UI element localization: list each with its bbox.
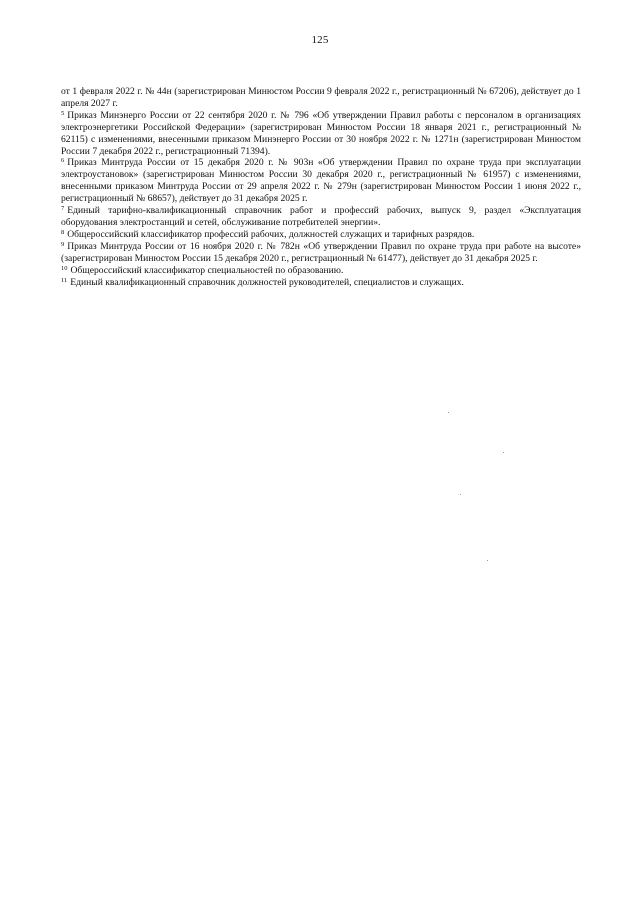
page-number: 125 — [311, 34, 329, 46]
scan-speck — [487, 560, 488, 561]
footnote-marker: 10 — [61, 264, 68, 272]
footnote-10 — [61, 265, 581, 277]
footnote-marker: 8 — [61, 228, 65, 236]
footnote-continuation — [61, 86, 581, 110]
footnote-6 — [61, 157, 581, 205]
footnote-text: Приказ Минтруда России от 15 декабря 2020 г. № 903н «Об утверждении Правил по охране труда при эксплуатации электроустановок» (зарегистрирован Минюстом России 30 декабря 2020 г., регистрационный № 61957) с изменениями, внесенными приказом Минтруда России от 29 апреля 2022 г. № 279н (зарегистрирован Минюстом России 1 июня 2022 г., регистрационный № 68657), действует до 31 декабря 2025 г. — [61, 157, 581, 205]
footnote-text: Единый квалификационный справочник должностей руководителей, специалистов и служащих. — [70, 276, 464, 288]
footnote-11 — [61, 277, 581, 289]
footnote-text: Единый тарифно-квалификационный справочник работ и профессий рабочих, выпуск 9, раздел «Эксплуатация оборудования электростанций и сетей, обслуживание потребителей энергии». — [61, 205, 581, 228]
footnote-5 — [61, 110, 581, 158]
footnote-text: Приказ Минтруда России от 16 ноября 2020 г. № 782н «Об утверждении Правил по охране труда при работе на высоте» (зарегистрирован Минюстом России 15 декабря 2020 г., регистрационный № 61477), действует до 31 декабря 2025 г. — [61, 240, 581, 264]
footnote-marker: 6 — [61, 157, 65, 165]
footnote-text: от 1 февраля 2022 г. № 44н (зарегистрирован Минюстом России 9 февраля 2022 г., регистрационный № 67206), действует до 1 апреля 2027 г. — [61, 86, 581, 109]
footnote-9 — [61, 241, 581, 265]
footnote-marker: 5 — [61, 109, 65, 117]
footnote-text: Приказ Минэнерго России от 22 сентября 2020 г. № 796 «Об утверждении Правил работы с персоналом в организациях электроэнергетики Российской Федерации» (зарегистрирован Минюстом России 18 января 2021 г., регистрационный № 62115) с изменениями, внесенными приказом Минэнерго России от 30 ноября 2022 г. № 1271н (зарегистрирован Минюстом России 7 декабря 2022 г., регистрационный 71394). — [61, 109, 581, 157]
footnote-7 — [61, 205, 581, 229]
scan-speck — [460, 494, 461, 495]
footnote-marker: 7 — [61, 205, 65, 213]
footnote-marker: 9 — [61, 240, 65, 248]
footnotes-block — [61, 86, 581, 288]
footnote-8 — [61, 229, 581, 241]
footnote-text: Общероссийский классификатор профессий рабочих, должностей служащих и тарифных разрядов. — [67, 228, 475, 240]
footnote-marker: 11 — [61, 276, 68, 284]
scan-speck — [448, 412, 449, 413]
scan-speck — [503, 452, 504, 453]
footnote-text: Общероссийский классификатор специальностей по образованию. — [70, 264, 344, 276]
